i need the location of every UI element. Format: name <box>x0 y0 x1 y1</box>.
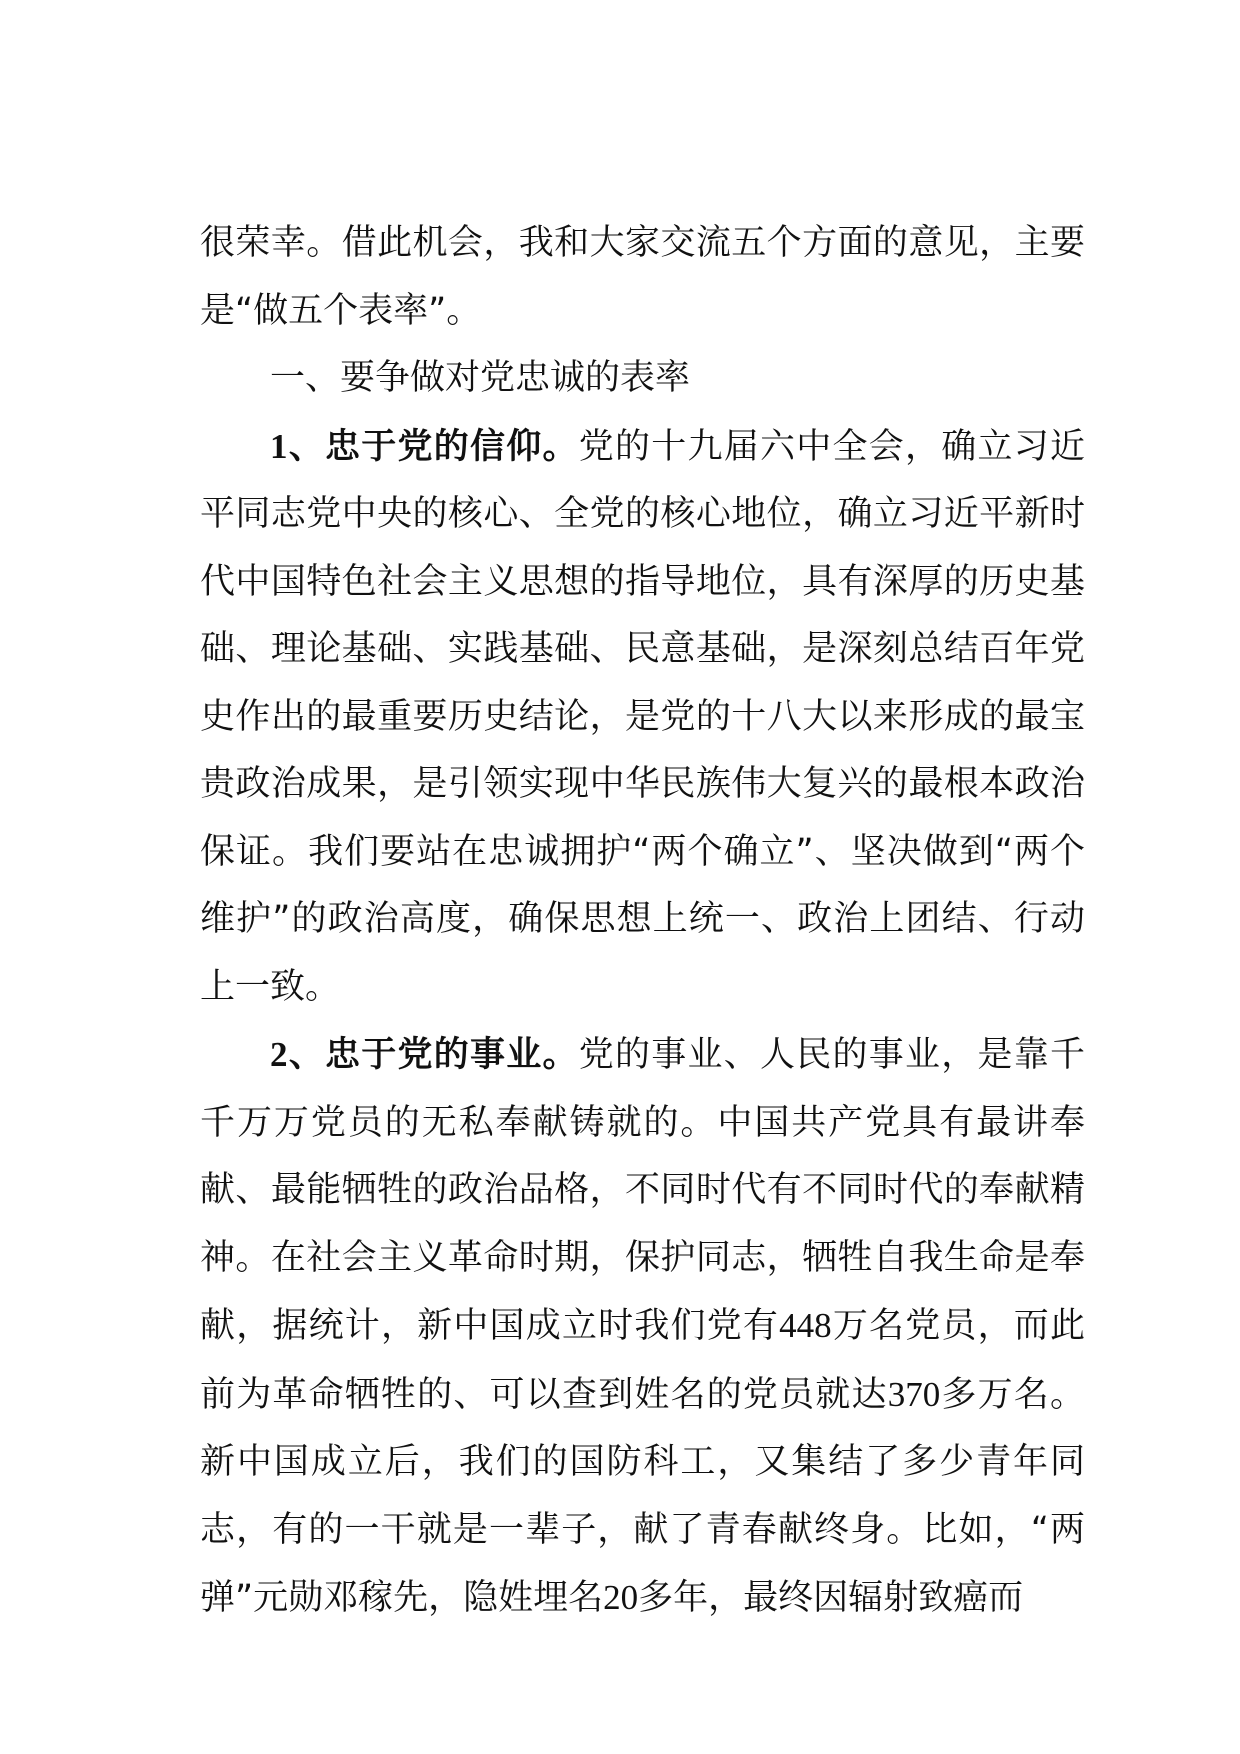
document-page <box>200 210 1085 1633</box>
intro-text: 很荣幸。借此机会，我和大家交流五个方面的意见，主要是“做五个表率”。 <box>200 223 1085 331</box>
item-2-paragraph <box>200 1021 1085 1633</box>
item-2-body-c: 多万名。新中国成立后，我们的国防科工，又集结了多少青年同志，有的一干就是一辈子，献了青春献终身。比如，“两弹”元勋邓稼先，隐姓埋名 <box>200 1374 1085 1618</box>
item-1-paragraph <box>200 413 1085 1022</box>
item-2-number-c: 20 <box>603 1578 639 1617</box>
item-2-title: 、忠于党的事业。 <box>287 1035 579 1075</box>
item-2-number-a: 448 <box>779 1306 832 1345</box>
item-2-body-d: 多年，最终因辐射致癌而 <box>638 1578 1024 1618</box>
item-2-number: 2 <box>270 1035 288 1074</box>
item-1-body: 党的十九届六中全会，确立习近平同志党中央的核心、全党的核心地位，确立习近平新时代中国特色社会主义思想的指导地位，具有深厚的历史基础、理论基础、实践基础、民意基础，是深刻总结百年党史作出的最重要历史结论，是党的十八大以来形成的最宝贵政治成果，是引领实现中华民族伟大复兴的最根本政治保证。我们要站在忠诚拥护“两个确立”、坚决做到“两个维护”的政治高度，确保思想上统一、政治上团结、行动上一致。 <box>200 426 1085 1007</box>
item-2-body-b: 万名党员，而此前为革命牺牲的、可以查到姓名的党员就达 <box>200 1306 1085 1415</box>
intro-paragraph <box>200 210 1085 345</box>
item-2-body-a: 党的事业、人民的事业，是靠千千万万党员的无私奉献铸就的。中国共产党具有最讲奉献、最能牺牲的政治品格，不同时代有不同时代的奉献精神。在社会主义革命时期，保护同志，牺牲自我生命是奉献，据统计，新中国成立时我们党有 <box>200 1035 1085 1346</box>
item-2-number-b: 370 <box>887 1374 941 1414</box>
section-heading <box>200 345 1085 413</box>
item-1-title: 、忠于党的信仰。 <box>287 426 579 467</box>
item-1-number: 1 <box>270 426 288 466</box>
section-heading-text: 一、要争做对党忠诚的表率 <box>270 358 691 398</box>
